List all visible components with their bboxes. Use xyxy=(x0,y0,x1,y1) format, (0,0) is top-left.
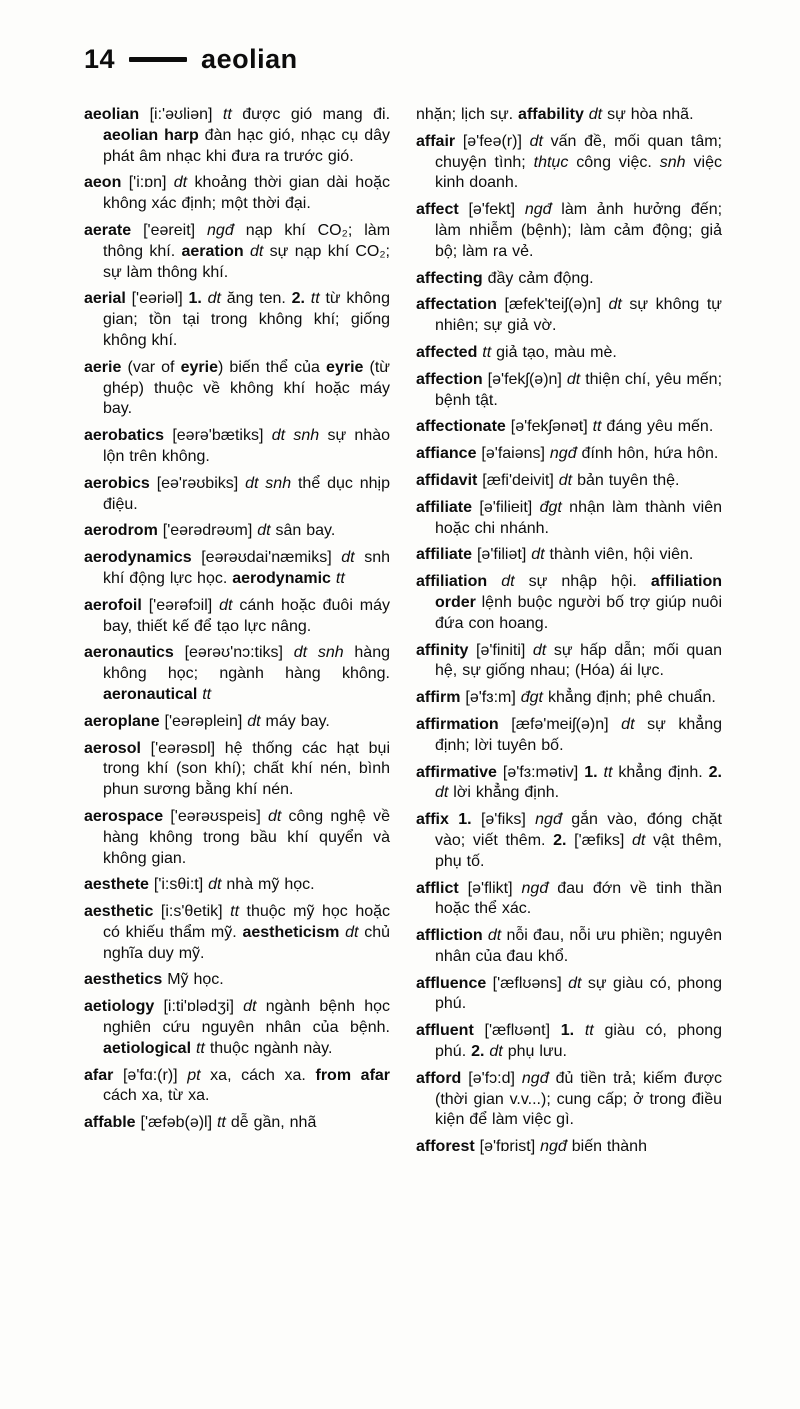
dictionary-entry xyxy=(84,221,390,283)
entry-definition-text: [ə'fɜ:m] xyxy=(465,689,521,707)
entry-pos-label: dt xyxy=(501,573,529,591)
entry-definition-text: [ə'fekʃ(ə)n] xyxy=(487,370,567,388)
entry-pos-label: dt xyxy=(532,641,554,659)
entry-headword: 1. xyxy=(560,1022,585,1040)
dictionary-entry xyxy=(416,545,722,566)
entry-headword: aeronautics xyxy=(84,644,185,662)
entry-pos-label: pt xyxy=(187,1066,211,1084)
entry-definition-text: thuộc ngành này. xyxy=(209,1039,333,1057)
dictionary-entry xyxy=(416,926,722,968)
entry-definition-text: ) biến thể của xyxy=(217,358,327,376)
entry-definition-text: đầy cảm động. xyxy=(487,269,594,287)
dictionary-entry xyxy=(84,596,390,638)
entry-pos-label: dt snh xyxy=(271,427,328,445)
dictionary-entry xyxy=(416,343,722,364)
entry-headword: aeroplane xyxy=(84,712,165,730)
entry-headword: afflict xyxy=(416,879,468,897)
entry-headword: aerobics xyxy=(84,474,157,492)
entry-definition-text: ['i:ɒn] xyxy=(128,174,174,192)
entry-headword: afforest xyxy=(416,1138,480,1156)
entry-definition-text: [eərəʊdai'næmiks] xyxy=(201,549,342,567)
entry-headword: aetiology xyxy=(84,998,164,1016)
entry-headword: affirmative xyxy=(416,763,503,781)
entry-pos-label: tt xyxy=(335,569,345,587)
dictionary-entry xyxy=(416,471,722,492)
dictionary-entry xyxy=(416,1069,722,1131)
entry-definition-text: ['eərəʊspeis] xyxy=(170,807,268,825)
dictionary-entry xyxy=(84,970,390,991)
dictionary-entry xyxy=(416,105,722,126)
entry-definition-text: thể dục nhịp điệu. xyxy=(103,474,390,513)
entry-headword: affectionate xyxy=(416,418,511,436)
entry-definition-text: [i:'əʊliən] xyxy=(149,106,223,123)
dictionary-entry xyxy=(84,712,390,733)
dictionary-entry xyxy=(416,879,722,921)
entry-headword: affix 1. xyxy=(416,811,481,829)
dictionary-entry xyxy=(84,289,390,351)
entry-definition-text: công nghệ về hàng không trong bầu khí quyển và không gian. xyxy=(103,807,391,867)
entry-pos-label: dt xyxy=(243,998,266,1016)
entry-headword: affection xyxy=(416,370,488,388)
entry-pos-label: thtục xyxy=(533,153,577,171)
entry-pos-label: dt xyxy=(257,522,276,540)
entry-headword: from afar xyxy=(315,1066,391,1084)
entry-definition-text: cánh hoặc đuôi máy bay, thiết kế để tạo lực nâng. xyxy=(103,596,391,635)
entry-definition-text: đàn hạc gió, nhạc cụ dây phát âm nhạc khi đưa ra trước gió. xyxy=(103,126,390,165)
entry-definition-text: vấn đề, mối quan tâm; chuyện tình; xyxy=(435,132,722,171)
entry-definition-text: (var of xyxy=(127,358,181,376)
entry-definition-text: [æfek'teiʃ(ə)n] xyxy=(504,296,609,314)
entry-definition-text: ['eərəplein] xyxy=(164,712,248,730)
entry-pos-label: tt xyxy=(482,343,497,361)
entry-pos-label: tt xyxy=(230,903,247,921)
entry-headword: aerospace xyxy=(84,807,171,825)
entry-pos-label: dt xyxy=(267,807,289,825)
entry-pos-label: dt xyxy=(250,242,270,260)
dictionary-entry xyxy=(84,474,390,516)
dictionary-entry xyxy=(84,902,390,964)
entry-definition-text: phụ lưu. xyxy=(507,1043,567,1061)
dictionary-entry xyxy=(84,105,390,167)
entry-headword: affiliation order xyxy=(435,573,723,611)
entry-definition-text: nạp khí CO₂; làm thông khí. xyxy=(103,221,391,260)
entry-definition-text: khoảng thời gian dài hoặc không xác định; một thời đại. xyxy=(103,174,391,213)
entry-headword: affected xyxy=(416,343,483,361)
entry-pos-label: dt xyxy=(435,784,454,802)
dictionary-entry xyxy=(416,974,722,1016)
entry-definition-text: Mỹ học. xyxy=(167,971,224,989)
entry-definition-text: [eə'rəʊbiks] xyxy=(156,474,246,492)
entry-definition-text: ['æflʊəns] xyxy=(492,974,569,992)
entry-definition-text: [ə'fɑ:(r)] xyxy=(122,1066,188,1084)
entry-pos-label: dt xyxy=(621,715,648,733)
entry-headword: aeolian xyxy=(84,106,150,123)
dictionary-entry xyxy=(416,715,722,757)
dictionary-entry xyxy=(416,295,722,337)
entry-definition-text: biến thành xyxy=(571,1138,647,1156)
entry-pos-label: tt xyxy=(202,685,212,703)
dictionary-entry xyxy=(416,810,722,872)
text-columns xyxy=(84,105,728,1164)
entry-definition-text: thiện chí, yêu mến; bệnh tật. xyxy=(435,370,723,409)
dictionary-entry xyxy=(416,688,722,709)
entry-definition-text: thành viên, hội viên. xyxy=(549,546,694,564)
entry-definition-text: việc kinh doanh. xyxy=(435,153,722,192)
dictionary-entry xyxy=(84,643,390,705)
entry-definition-text: ngành bệnh học nghiên cứu nguyên nhân của bệnh. xyxy=(103,998,391,1037)
entry-definition-text: sự nạp khí CO₂; sự làm thông khí. xyxy=(103,242,391,281)
entry-headword: affiliate xyxy=(416,546,477,564)
entry-pos-label: dt xyxy=(631,831,653,849)
dictionary-entry xyxy=(84,548,390,590)
entry-definition-text: vật thêm, phụ tố. xyxy=(435,831,722,870)
entry-definition-text: sự giàu có, phong phú. xyxy=(435,974,722,1013)
entry-definition-text: giàu có, phong phú. xyxy=(435,1022,723,1061)
entry-definition-text: [æfi'deivit] xyxy=(482,471,559,489)
dictionary-entry xyxy=(84,1066,390,1108)
entry-pos-label: ngđ xyxy=(549,445,582,463)
entry-definition-text: sự hấp dẫn; mối quan hệ, sự giống nhau; (Hóa) ái lực. xyxy=(435,641,723,680)
entry-headword: afar xyxy=(84,1066,123,1084)
entry-headword: affectation xyxy=(416,296,505,314)
entry-definition-text: ['æfəb(ə)l] xyxy=(140,1114,217,1132)
entry-pos-label: dt xyxy=(531,546,550,564)
page-header xyxy=(84,44,728,75)
entry-pos-label: dt xyxy=(208,876,227,894)
entry-headword: 1. xyxy=(188,290,208,308)
entry-headword: 2. xyxy=(291,290,311,308)
entry-pos-label: ngđ xyxy=(521,1069,556,1087)
entry-pos-label: dt xyxy=(568,974,588,992)
entry-definition-text: gắn vào, đóng chặt vào; viết thêm. xyxy=(435,811,723,849)
entry-pos-label: dt xyxy=(173,174,195,192)
entry-headword: affluence xyxy=(416,974,493,992)
dictionary-entry xyxy=(416,370,722,412)
entry-headword: aerobatics xyxy=(84,427,173,445)
entry-pos-label: dt xyxy=(566,370,586,388)
entry-definition-text: lời khẳng định. xyxy=(453,784,560,802)
dictionary-entry xyxy=(84,1113,390,1134)
dictionary-entry xyxy=(416,1137,722,1158)
entry-definition-text: [ə'fiks] xyxy=(480,811,536,829)
entry-pos-label: ngđ xyxy=(540,1138,572,1156)
entry-definition-text: [eərəʊ'nɔ:tiks] xyxy=(184,644,294,662)
entry-headword: aerie xyxy=(84,358,128,376)
entry-headword: affluent xyxy=(416,1022,485,1040)
entry-definition-text: nỗi đau, nỗi ưu phiền; nguyên nhân của đau khổ. xyxy=(435,927,723,965)
entry-definition-text: sự nhập hội. xyxy=(528,573,651,591)
entry-definition-text: nhặn; lịch sự. xyxy=(416,106,519,123)
entry-headword: aeronautical xyxy=(103,685,203,703)
dictionary-entry xyxy=(416,572,722,634)
entry-definition-text: dễ gần, nhã xyxy=(230,1114,317,1132)
entry-definition-text: (từ ghép) thuộc về không khí hoặc máy bay. xyxy=(103,358,391,418)
entry-pos-label: dt xyxy=(529,132,551,150)
entry-pos-label: tt xyxy=(222,106,243,123)
entry-definition-text: [ə'fekʃənət] xyxy=(510,418,593,436)
entry-definition-text: ['eərədrəʊm] xyxy=(162,522,258,540)
entry-headword: 2. xyxy=(471,1043,490,1061)
entry-definition-text: ['eərəfɔil] xyxy=(148,596,220,614)
entry-definition-text: sân bay. xyxy=(275,522,336,540)
entry-definition-text: sự nhào lộn trên không. xyxy=(103,427,391,465)
entry-pos-label: tt xyxy=(310,290,326,308)
dictionary-entry xyxy=(416,417,722,438)
entry-headword: 2. xyxy=(708,763,722,781)
page-number: 14 xyxy=(84,44,116,74)
dictionary-entry xyxy=(84,358,390,420)
entry-pos-label: đgt xyxy=(539,498,570,516)
entry-headword: aerate xyxy=(84,221,144,239)
entry-headword: aerodynamics xyxy=(84,549,202,567)
entry-headword: aestheticism xyxy=(242,923,346,941)
entry-definition-text: đủ tiền trả; kiếm được (thời gian v.v...); cung cấp; ở trong điều kiện để làm việc gì. xyxy=(435,1069,723,1129)
dictionary-entry xyxy=(84,807,390,869)
dictionary-entry xyxy=(416,132,722,194)
entry-pos-label: ngđ xyxy=(521,879,558,897)
left-column xyxy=(84,105,390,1164)
entry-definition-text: được gió mang đi. xyxy=(242,106,391,123)
entry-headword: affirm xyxy=(416,689,466,707)
entry-headword: aerodynamic xyxy=(232,569,336,587)
entry-pos-label: dt xyxy=(487,927,507,945)
entry-definition-text: [ə'feə(r)] xyxy=(462,132,530,150)
entry-definition-text: [ə'flikt] xyxy=(467,879,522,897)
entry-headword: aerodrom xyxy=(84,522,163,540)
entry-definition-text: hàng không học; ngành hàng không. xyxy=(103,644,390,683)
entry-definition-text: ['eəreit] xyxy=(143,221,208,239)
entry-headword: affect xyxy=(416,201,469,219)
entry-pos-label: dt xyxy=(588,106,608,123)
dictionary-entry xyxy=(416,763,722,805)
dictionary-entry xyxy=(84,426,390,468)
entry-pos-label: dt xyxy=(219,596,240,614)
entry-definition-text: từ không gian; tồn tại trong không khí; giống không khí. xyxy=(103,290,390,349)
entry-pos-label: tt xyxy=(216,1114,231,1132)
entry-definition-text: ['i:sθi:t] xyxy=(153,876,209,894)
entry-definition-text: snh khí động lực học. xyxy=(103,549,390,587)
entry-definition-text: thuộc mỹ học hoặc có khiếu thẩm mỹ. xyxy=(103,903,391,941)
entry-definition-text: cách xa, từ xa. xyxy=(103,1087,210,1105)
entry-definition-text: chủ nghĩa duy mỹ. xyxy=(103,923,390,962)
entry-headword: aetiological xyxy=(103,1039,196,1057)
entry-headword: affability xyxy=(518,106,589,123)
entry-definition-text: [ə'fɒrist] xyxy=(479,1138,541,1156)
entry-pos-label: snh xyxy=(659,153,694,171)
dictionary-entry xyxy=(416,1021,722,1063)
entry-headword: affirmation xyxy=(416,715,512,733)
entry-pos-label: dt xyxy=(558,471,578,489)
entry-definition-text: ăng ten. xyxy=(226,290,292,308)
dictionary-entry xyxy=(416,641,722,683)
entry-headword: affinity xyxy=(416,641,477,659)
entry-definition-text: [eərə'bætiks] xyxy=(172,427,272,445)
entry-headword: 2. xyxy=(553,831,575,849)
entry-definition-text: làm ảnh hưởng đến; làm nhiễm (bệnh); làm cảm động; giả bộ; làm ra vẻ. xyxy=(435,201,723,260)
entry-headword: affidavit xyxy=(416,471,483,489)
entry-definition-text: lệnh buộc người bố trợ giúp nuôi đứa con hoang. xyxy=(435,593,723,632)
entry-headword: aeolian harp xyxy=(103,126,205,144)
entry-definition-text: [ə'filiət] xyxy=(476,546,532,564)
entry-pos-label: dt xyxy=(345,923,365,941)
entry-headword: aesthetics xyxy=(84,971,168,989)
entry-definition-text: [ə'fekt] xyxy=(468,201,525,219)
entry-pos-label: dt snh xyxy=(293,644,355,662)
entry-definition-text: máy bay. xyxy=(265,712,330,730)
entry-definition-text: khẳng định; phê chuẩn. xyxy=(547,689,716,707)
entry-definition-text: sự khẳng định; lời tuyên bố. xyxy=(435,715,723,754)
entry-pos-label: tt xyxy=(592,418,607,436)
entry-definition-text: [i:ti'ɒlədʒi] xyxy=(163,998,244,1016)
entry-definition-text: [ə'filieit] xyxy=(479,498,540,516)
entry-definition-text: nhận làm thành viên hoặc chi nhánh. xyxy=(435,498,722,537)
entry-headword: aerosol xyxy=(84,739,151,757)
right-column xyxy=(416,105,722,1164)
entry-headword: affair xyxy=(416,132,463,150)
dictionary-entry xyxy=(84,739,390,801)
entry-pos-label: tt xyxy=(195,1039,210,1057)
entry-definition-text: bản tuyên thệ. xyxy=(577,471,680,489)
entry-headword: 1. xyxy=(584,763,604,781)
dictionary-entry xyxy=(84,875,390,896)
entry-headword: affecting xyxy=(416,269,488,287)
entry-pos-label: dt snh xyxy=(245,474,298,492)
entry-headword: affable xyxy=(84,1114,141,1132)
entry-headword: aerial xyxy=(84,290,132,308)
entry-definition-text: [i:s'θetik] xyxy=(160,903,231,921)
entry-definition-text: đau đớn về tinh thần hoặc thể xác. xyxy=(435,879,722,918)
entry-pos-label: đgt xyxy=(520,689,548,707)
dictionary-entry xyxy=(416,444,722,465)
entry-headword: eyrie xyxy=(180,358,218,376)
entry-headword: aeon xyxy=(84,174,129,192)
entry-definition-text: nhà mỹ học. xyxy=(226,876,315,894)
entry-headword: eyrie xyxy=(326,358,370,376)
entry-definition-text: [ə'fɔ:d] xyxy=(468,1069,522,1087)
entry-definition-text: đáng yêu mến. xyxy=(606,418,714,436)
entry-definition-text: ['eəriəl] xyxy=(131,290,189,308)
entry-definition-text: công việc. xyxy=(576,153,660,171)
entry-headword: aerofoil xyxy=(84,596,149,614)
entry-headword: aesthetic xyxy=(84,903,161,921)
entry-headword: aesthete xyxy=(84,876,154,894)
header-rule xyxy=(129,57,187,62)
entry-pos-label: tt xyxy=(603,763,619,781)
entry-definition-text: ['eərəsɒl] hệ thống các hạt bụi trong khí (son khí); chất khí nén, bình phun sương bằng khí nén. xyxy=(103,739,390,799)
entry-headword: afford xyxy=(416,1069,469,1087)
dictionary-entry xyxy=(416,498,722,540)
entry-pos-label: tt xyxy=(584,1022,605,1040)
dictionary-entry xyxy=(84,997,390,1059)
entry-definition-text: đính hôn, hứa hôn. xyxy=(581,445,719,463)
dictionary-entry xyxy=(416,269,722,290)
entry-pos-label: dt xyxy=(608,296,630,314)
entry-definition-text: ['æflʊənt] xyxy=(484,1022,561,1040)
entry-pos-label: dt xyxy=(247,712,266,730)
entry-definition-text: ['æfiks] xyxy=(574,831,632,849)
entry-pos-label: ngđ xyxy=(524,201,562,219)
entry-definition-text: giả tạo, màu mè. xyxy=(496,343,617,361)
entry-pos-label: ngđ xyxy=(535,811,572,829)
entry-definition-text: [ə'fɜ:mətiv] xyxy=(502,763,585,781)
entry-pos-label: dt xyxy=(207,290,227,308)
entry-definition-text: [ə'faiəns] xyxy=(481,445,550,463)
entry-pos-label: dt xyxy=(489,1043,508,1061)
entry-definition-text: [æfə'meiʃ(ə)n] xyxy=(511,715,622,733)
entry-pos-label: dt xyxy=(341,549,365,567)
entry-definition-text: sự hòa nhã. xyxy=(607,106,694,123)
entry-definition-text: xa, cách xa. xyxy=(210,1066,316,1084)
entry-headword: affiliation xyxy=(416,573,502,591)
dictionary-entry xyxy=(416,200,722,262)
entry-headword: affliction xyxy=(416,927,488,945)
entry-headword: affiliate xyxy=(416,498,480,516)
entry-headword: aeration xyxy=(181,242,251,260)
entry-definition-text: khẳng định. xyxy=(618,763,709,781)
entry-definition-text: [ə'finiti] xyxy=(476,641,533,659)
header-guide-word: aeolian xyxy=(201,44,298,74)
dictionary-entry xyxy=(84,173,390,215)
entry-pos-label: ngđ xyxy=(207,221,246,239)
entry-headword: affiance xyxy=(416,445,482,463)
entry-definition-text: sự không tự nhiên; sự giả vờ. xyxy=(435,296,722,335)
dictionary-entry xyxy=(84,521,390,542)
